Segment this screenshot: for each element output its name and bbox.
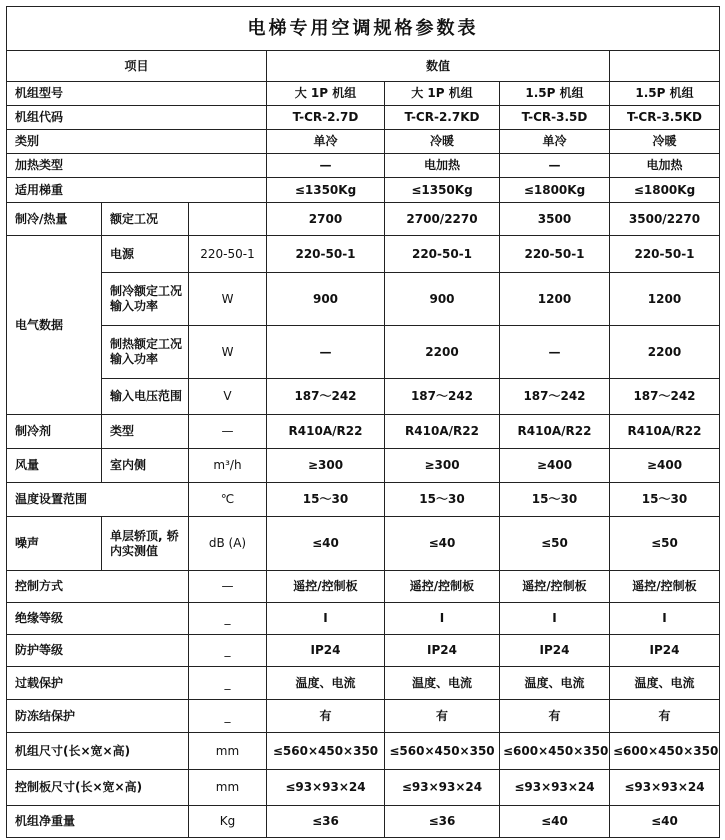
row-voltage — [7, 379, 720, 415]
label-heating: 加热类型 — [7, 154, 267, 178]
cell-load-3: ≤1800Kg — [500, 178, 610, 203]
cell-type-1: 单冷 — [267, 130, 385, 154]
row-cool-input — [7, 273, 720, 326]
cell-code-3: T-CR-3.5D — [500, 106, 610, 130]
cell-cool-input-4: 1200 — [610, 273, 720, 326]
cell-load-4: ≤1800Kg — [610, 178, 720, 203]
cell-heat-input-4: 2200 — [610, 326, 720, 379]
row-temp — [7, 483, 720, 517]
row-capacity — [7, 203, 720, 236]
cell-antifreeze-2: 有 — [385, 700, 500, 733]
cell-type-4: 冷暖 — [610, 130, 720, 154]
cell-control-4: 遥控/控制板 — [610, 571, 720, 603]
label-weight: 机组净重量 — [7, 806, 189, 838]
cell-control-1: 遥控/控制板 — [267, 571, 385, 603]
cell-power-1: 220-50-1 — [267, 236, 385, 273]
label-noise: 噪声 — [7, 517, 102, 571]
unit-antifreeze: _ — [189, 700, 267, 733]
cell-insulation-3: I — [500, 603, 610, 635]
cell-heating-3: — — [500, 154, 610, 178]
cell-load-1: ≤1350Kg — [267, 178, 385, 203]
cell-power-2: 220-50-1 — [385, 236, 500, 273]
cell-noise-2: ≤40 — [385, 517, 500, 571]
row-overload — [7, 667, 720, 700]
label-control: 控制方式 — [7, 571, 189, 603]
sub-capacity: 额定工况 — [102, 203, 189, 236]
row-load — [7, 178, 720, 203]
cell-cool-input-1: 900 — [267, 273, 385, 326]
cell-voltage-2: 187～242 — [385, 379, 500, 415]
unit-refrigerant: — — [189, 415, 267, 449]
cell-refrigerant-2: R410A/R22 — [385, 415, 500, 449]
unit-capacity — [189, 203, 267, 236]
row-panel-size — [7, 770, 720, 806]
cell-insulation-1: I — [267, 603, 385, 635]
row-heating — [7, 154, 720, 178]
cell-noise-3: ≤50 — [500, 517, 610, 571]
cell-heating-2: 电加热 — [385, 154, 500, 178]
unit-power: 220-50-1 — [189, 236, 267, 273]
cell-power-4: 220-50-1 — [610, 236, 720, 273]
cell-code-2: T-CR-2.7KD — [385, 106, 500, 130]
unit-voltage: V — [189, 379, 267, 415]
cell-heat-input-2: 2200 — [385, 326, 500, 379]
row-heat-input — [7, 326, 720, 379]
cell-type-2: 冷暖 — [385, 130, 500, 154]
label-code: 机组代码 — [7, 106, 267, 130]
cell-model-1: 大 1P 机组 — [267, 82, 385, 106]
cell-weight-1: ≤36 — [267, 806, 385, 838]
cell-antifreeze-1: 有 — [267, 700, 385, 733]
cell-antifreeze-3: 有 — [500, 700, 610, 733]
label-load: 适用梯重 — [7, 178, 267, 203]
cell-protection-1: IP24 — [267, 635, 385, 667]
unit-overload: _ — [189, 667, 267, 700]
row-refrigerant — [7, 415, 720, 449]
unit-control: — — [189, 571, 267, 603]
header-value: 数值 — [267, 51, 610, 82]
cell-model-3: 1.5P 机组 — [500, 82, 610, 106]
title-row — [7, 7, 720, 51]
unit-weight: Kg — [189, 806, 267, 838]
row-protection — [7, 635, 720, 667]
row-airflow — [7, 449, 720, 483]
sub-refrigerant: 类型 — [102, 415, 189, 449]
cell-heat-input-1: — — [267, 326, 385, 379]
label-airflow: 风量 — [7, 449, 102, 483]
row-type — [7, 130, 720, 154]
cell-code-1: T-CR-2.7D — [267, 106, 385, 130]
cell-protection-2: IP24 — [385, 635, 500, 667]
cell-overload-1: 温度、电流 — [267, 667, 385, 700]
cell-capacity-1: 2700 — [267, 203, 385, 236]
cell-heat-input-3: — — [500, 326, 610, 379]
label-type: 类别 — [7, 130, 267, 154]
cell-heating-4: 电加热 — [610, 154, 720, 178]
header-row — [7, 51, 720, 82]
cell-airflow-3: ≥400 — [500, 449, 610, 483]
unit-temp: ℃ — [189, 483, 267, 517]
cell-protection-3: IP24 — [500, 635, 610, 667]
header-item: 项目 — [7, 51, 267, 82]
header-blank — [610, 51, 720, 82]
cell-overload-3: 温度、电流 — [500, 667, 610, 700]
sub-cool-input: 制冷额定工况输入功率 — [102, 273, 189, 326]
label-unit-size: 机组尺寸(长×宽×高) — [7, 733, 189, 770]
cell-unit-size-2: ≤560×450×350 — [385, 733, 500, 770]
label-refrigerant: 制冷剂 — [7, 415, 102, 449]
cell-control-3: 遥控/控制板 — [500, 571, 610, 603]
cell-noise-4: ≤50 — [610, 517, 720, 571]
sub-airflow: 室内侧 — [102, 449, 189, 483]
row-control — [7, 571, 720, 603]
cell-airflow-1: ≥300 — [267, 449, 385, 483]
cell-voltage-4: 187～242 — [610, 379, 720, 415]
unit-insulation: _ — [189, 603, 267, 635]
label-temp: 温度设置范围 — [7, 483, 189, 517]
cell-insulation-4: I — [610, 603, 720, 635]
label-insulation: 绝缘等级 — [7, 603, 189, 635]
cell-panel-size-3: ≤93×93×24 — [500, 770, 610, 806]
cell-refrigerant-1: R410A/R22 — [267, 415, 385, 449]
cell-type-3: 单冷 — [500, 130, 610, 154]
cell-noise-1: ≤40 — [267, 517, 385, 571]
unit-noise: dB (A) — [189, 517, 267, 571]
cell-model-4: 1.5P 机组 — [610, 82, 720, 106]
unit-cool-input: W — [189, 273, 267, 326]
row-unit-size — [7, 733, 720, 770]
row-power — [7, 236, 720, 273]
spec-sheet — [6, 6, 719, 834]
label-overload: 过载保护 — [7, 667, 189, 700]
row-insulation — [7, 603, 720, 635]
row-weight — [7, 806, 720, 838]
page-title: 电梯专用空调规格参数表 — [7, 7, 720, 51]
sub-heat-input: 制热额定工况输入功率 — [102, 326, 189, 379]
row-noise — [7, 517, 720, 571]
cell-panel-size-2: ≤93×93×24 — [385, 770, 500, 806]
cell-unit-size-4: ≤600×450×350 — [610, 733, 720, 770]
cell-voltage-3: 187～242 — [500, 379, 610, 415]
cell-protection-4: IP24 — [610, 635, 720, 667]
cell-airflow-2: ≥300 — [385, 449, 500, 483]
cell-cool-input-3: 1200 — [500, 273, 610, 326]
cell-load-2: ≤1350Kg — [385, 178, 500, 203]
sub-voltage: 输入电压范围 — [102, 379, 189, 415]
cell-voltage-1: 187～242 — [267, 379, 385, 415]
cell-airflow-4: ≥400 — [610, 449, 720, 483]
sub-power: 电源 — [102, 236, 189, 273]
cell-insulation-2: I — [385, 603, 500, 635]
cell-panel-size-4: ≤93×93×24 — [610, 770, 720, 806]
spec-table — [6, 6, 720, 838]
cell-weight-4: ≤40 — [610, 806, 720, 838]
cell-model-2: 大 1P 机组 — [385, 82, 500, 106]
cell-temp-3: 15～30 — [500, 483, 610, 517]
unit-unit-size: mm — [189, 733, 267, 770]
cell-panel-size-1: ≤93×93×24 — [267, 770, 385, 806]
label-panel-size: 控制板尺寸(长×宽×高) — [7, 770, 189, 806]
unit-airflow: m³/h — [189, 449, 267, 483]
cell-capacity-3: 3500 — [500, 203, 610, 236]
cell-temp-4: 15～30 — [610, 483, 720, 517]
cell-weight-3: ≤40 — [500, 806, 610, 838]
cell-unit-size-1: ≤560×450×350 — [267, 733, 385, 770]
sub-noise: 单层轿顶, 轿内实测值 — [102, 517, 189, 571]
cell-overload-4: 温度、电流 — [610, 667, 720, 700]
label-protection: 防护等级 — [7, 635, 189, 667]
label-capacity: 制冷/热量 — [7, 203, 102, 236]
label-electrical: 电气数据 — [7, 236, 102, 415]
cell-refrigerant-3: R410A/R22 — [500, 415, 610, 449]
cell-unit-size-3: ≤600×450×350 — [500, 733, 610, 770]
cell-heating-1: — — [267, 154, 385, 178]
row-model — [7, 82, 720, 106]
cell-code-4: T-CR-3.5KD — [610, 106, 720, 130]
cell-control-2: 遥控/控制板 — [385, 571, 500, 603]
cell-power-3: 220-50-1 — [500, 236, 610, 273]
cell-overload-2: 温度、电流 — [385, 667, 500, 700]
cell-weight-2: ≤36 — [385, 806, 500, 838]
cell-temp-2: 15～30 — [385, 483, 500, 517]
unit-heat-input: W — [189, 326, 267, 379]
label-antifreeze: 防冻结保护 — [7, 700, 189, 733]
cell-cool-input-2: 900 — [385, 273, 500, 326]
row-antifreeze — [7, 700, 720, 733]
row-code — [7, 106, 720, 130]
unit-protection: _ — [189, 635, 267, 667]
cell-refrigerant-4: R410A/R22 — [610, 415, 720, 449]
unit-panel-size: mm — [189, 770, 267, 806]
cell-capacity-4: 3500/2270 — [610, 203, 720, 236]
cell-capacity-2: 2700/2270 — [385, 203, 500, 236]
cell-antifreeze-4: 有 — [610, 700, 720, 733]
cell-temp-1: 15～30 — [267, 483, 385, 517]
label-model: 机组型号 — [7, 82, 267, 106]
